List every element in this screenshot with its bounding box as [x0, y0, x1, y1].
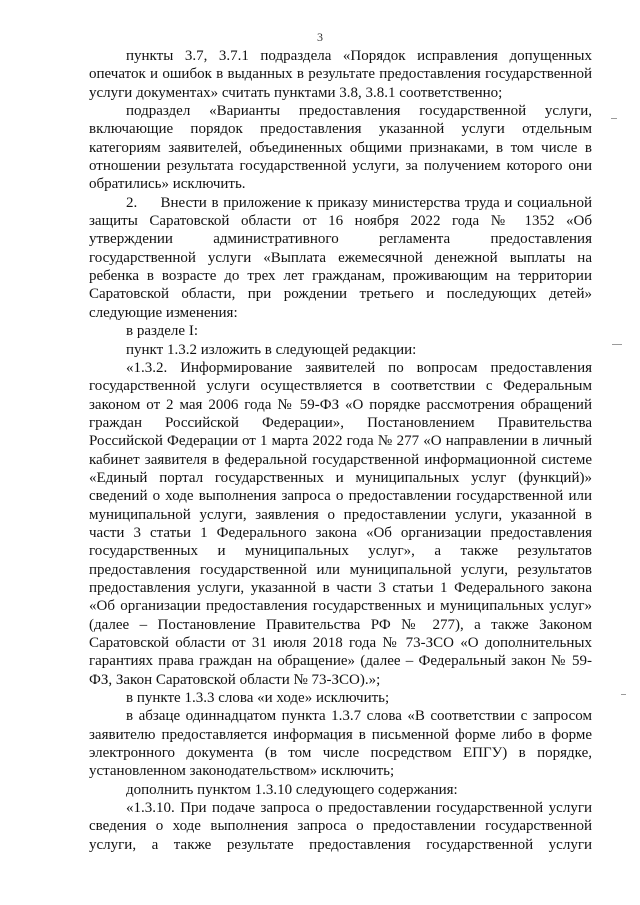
page-number: 3	[317, 30, 323, 44]
paragraph-item-1-3-10-intro: дополнить пунктом 1.3.10 следующего содержания:	[126, 781, 458, 798]
paragraph-item-1-3-2-intro: пункт 1.3.2 изложить в следующей редакции:	[126, 341, 417, 358]
scan-mark-right-3	[621, 694, 626, 695]
document-body	[89, 47, 592, 854]
paragraph-item-1-3-7: в абзаце одиннадцатом пункта 1.3.7 слова «В соответствии с запросом заявителю предоставляется информация в письменной форме либо в форме электронного документа (в том числе посредством ЕПГУ) в порядке, установленном законодательством» исключить;	[89, 708, 592, 780]
paragraph-section-1: в разделе I:	[126, 323, 198, 340]
paragraph-item-1-3-2: «1.3.2. Информирование заявителей по вопросам предоставления государственной услуги осуществляется в соответствии с Федеральным законом от 2 мая 2006 года № 59-ФЗ «О порядке рассмотрения обращений граждан Российской Федерации», Постановлением Правительства Российской Федерации от 1 марта 2022 года № 277 «О направлении в личный кабинет заявителя в федеральной государственной информационной системе «Единый портал государственных и муниципальных услуг (функций)» сведений о ходе выполнения запроса о предоставлении государственной или муниципальной услуги, заявления о предоставлении услуги, указанной в части 3 статьи 1 Федерального закона «Об организации предоставления государственных и муниципальных услуг», а также результатов предоставления государственной или муниципальной услуги, результатов предоставления услуги, указанной в части 3 статьи 1 Федерального закона «Об организации предоставления государственных и муниципальных услуг» (далее – Постановление Правительства РФ № 277), а также Законом Саратовской области от 31 июля 2018 года № 73-ЗСО «О дополнительных гарантиях права граждан на обращение» (далее – Федеральный закон № 59-ФЗ, Закон Саратовской области № 73-ЗСО).»;	[89, 359, 592, 688]
paragraph-subsection-removal: подраздел «Варианты предоставления государственной услуги, включающие порядок предоставления указанной услуги отдельным категориям заявителей, объединенных общими признаками, в том числе в отношении результата государственной услуги, за получением которого они обратились» исключить.	[89, 103, 592, 193]
paragraph-item-1-3-3: в пункте 1.3.3 слова «и ходе» исключить;	[126, 690, 390, 707]
paragraph-item-2: 2. Внести в приложение к приказу министерства труда и социальной защиты Саратовской области от 16 ноября 2022 года № 1352 «Об утверждении административного регламента предоставления государственной услуги «Выплата ежемесячной денежной выплаты на ребенка в возрасте до трех лет гражданам, проживающим на территории Саратовской области, при рождении третьего и последующих детей» следующие изменения:	[89, 194, 592, 321]
scan-mark-right-1	[611, 118, 617, 119]
paragraph-renumbering: пункты 3.7, 3.7.1 подраздела «Порядок исправления допущенных опечаток и ошибок в выданных в результате предоставления государственной услуги документах» считать пунктами 3.8, 3.8.1 соответственно;	[89, 48, 592, 101]
paragraph-item-1-3-10: «1.3.10. При подаче запроса о предоставлении государственной услуги сведения о ходе выполнения запроса о предоставлении государственной услуги, а также результате предоставления государственной услуги	[89, 800, 592, 853]
scan-mark-right-2	[612, 344, 622, 345]
